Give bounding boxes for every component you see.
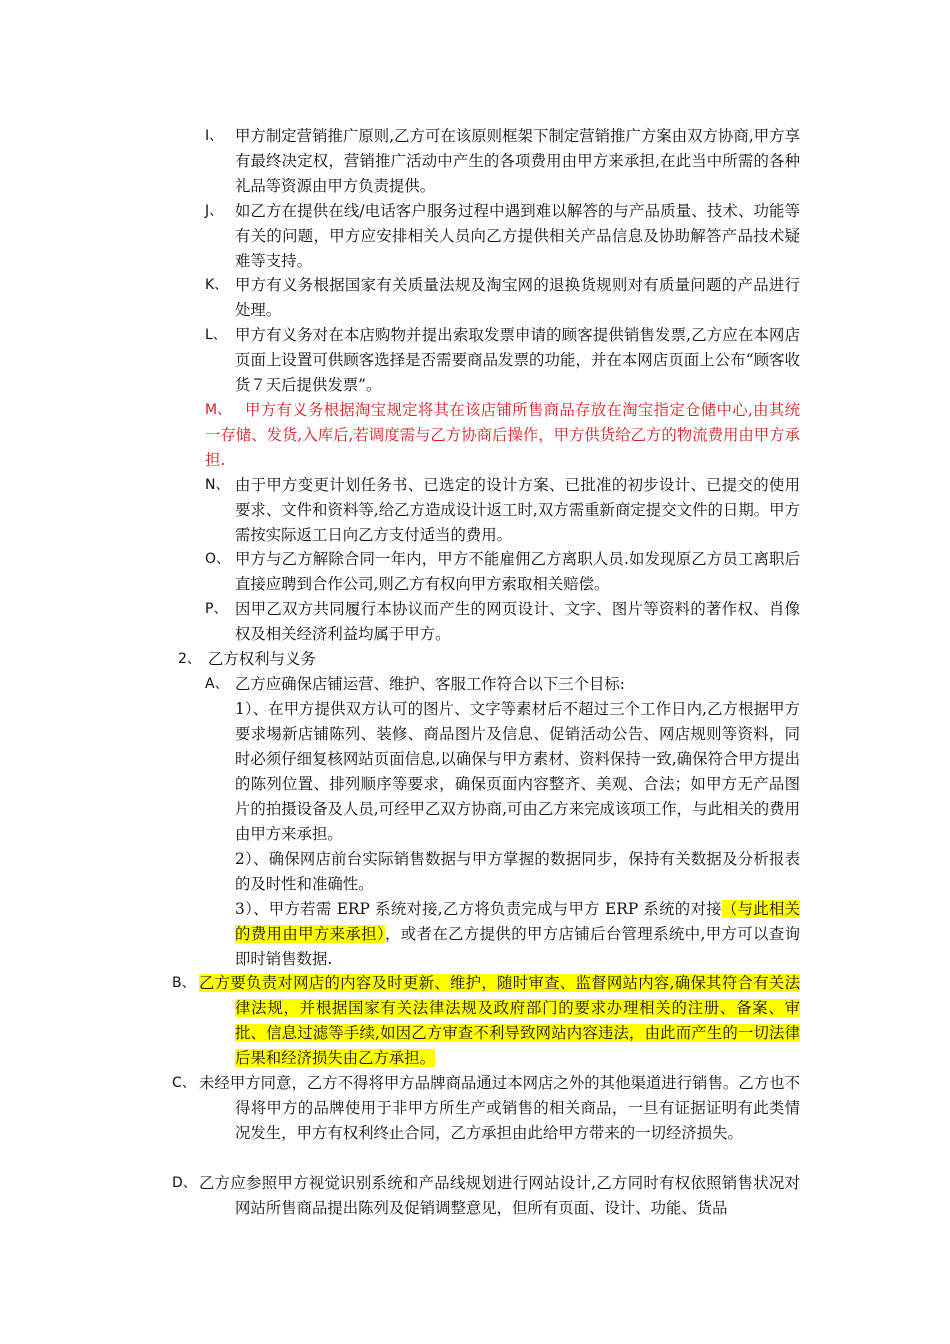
clause-text: 甲方有义务根据淘宝规定将其在该店铺所售商品存放在淘宝指定仓储中心,由其统一存储、发货,入库后,若调度需与乙方协商后操作，甲方供货给乙方的物流费用由甲方承担. [205, 401, 800, 469]
clause-text: 如乙方在提供在线/电话客户服务过程中遇到难以解答的与产品质量、技术、功能等有关的问题，甲方应安排相关人员向乙方提供相关产品信息及协助解答产品技术疑难等支持。 [235, 202, 800, 270]
clause-label: O、 [205, 551, 231, 567]
clause-n [205, 473, 800, 548]
clause-label: D、 [172, 1175, 197, 1191]
clause-a [205, 672, 800, 697]
clause-text: 甲方制定营销推广原则,乙方可在该原则框架下制定营销推广方案由双方协商,甲方享有最终决定权，营销推广活动中产生的各项费用由甲方来承担,在此当中所需的各种礼品等资源由甲方负责提供。 [235, 127, 800, 195]
clause-label: I、 [205, 128, 224, 144]
clause-label: K、 [205, 277, 229, 293]
clause-i [205, 124, 800, 199]
clause-k [205, 273, 800, 323]
clause-text: 由于甲方变更计划任务书、已选定的设计方案、已批准的初步设计、已提交的使用要求、文件和资料等,给乙方造成设计返工时,双方需重新商定提交文件的日期。甲方需按实际返工日向乙方支付适当的费用。 [235, 476, 800, 544]
clause-c [172, 1071, 800, 1146]
clause-text: 乙方应确保店铺运营、维护、客服工作符合以下三个目标: [235, 675, 625, 693]
clause-text: 甲方有义务根据国家有关质量法规及淘宝网的退换货规则对有质量问题的产品进行处理。 [235, 276, 800, 319]
subclause-text: 3）、甲方若需 ERP 系统对接,乙方将负责完成与甲方 ERP 系统的对接 [235, 900, 722, 918]
clause-label: N、 [205, 477, 230, 493]
clause-label: B、 [172, 975, 196, 991]
clause-label: P、 [205, 601, 228, 617]
section-heading [178, 647, 578, 672]
highlighted-text: （与此相关的费用由甲方来承担） [235, 900, 800, 943]
clause-label: L、 [205, 327, 227, 343]
subclause-text: 1）、在甲方提供双方认可的图片、文字等素材后不超过三个工作日内,乙方根据甲方要求埸新店铺陈列、装修、商品图片及信息、促销活动公告、网店规则等资料，同时必须仔细复核网站页面信息,以确保与甲方素材、资料保持一致,确保符合甲方提出的陈列位置、排列顺序等要求，确保页面内容整齐、美观、合法；如甲方无产品图片的拍摄设备及人员,可经甲乙双方协商,可由乙方来完成该项工作，与此相关的费用由甲方来承担。 [235, 700, 800, 843]
clause-m [205, 398, 800, 473]
clause-label: J、 [205, 203, 224, 219]
section-number: 2、 [178, 651, 201, 667]
clause-text: 甲方与乙方解除合同一年内，甲方不能雇佣乙方离职人员.如发现原乙方员工离职后直接应聘到合作公司,则乙方有权向甲方索取相关赔偿。 [235, 550, 800, 593]
clause-o [205, 547, 800, 597]
subclause-text: ，或者在乙方提供的甲方店铺后台管理系统中,甲方可以查询即时销售数据. [235, 925, 800, 968]
highlighted-text: 乙方要负责对网店的内容及时更新、维护，随时审查、监督网站内容,确保其符合有关法律法规，并根据国家有关法律法规及政府部门的要求办理相关的注册、备案、审批、信息过滤等手续,如因乙方审查不利导致网站内容违法，由此而产生的一切法律后果和经济损失由乙方承担。 [199, 974, 800, 1067]
clause-label: A、 [205, 676, 229, 692]
clause-label: M、 [205, 402, 232, 418]
clause-p [205, 597, 800, 647]
clause-text: 乙方应参照甲方视觉识别系统和产品线规划进行网站设计,乙方同时有权依照销售状况对网站所售商品提出陈列及促销调整意见，但所有页面、设计、功能、货品 [199, 1174, 800, 1217]
clause-text: 未经甲方同意，乙方不得将甲方品牌商品通过本网店之外的其他渠道进行销售。乙方也不得将甲方的品牌使用于非甲方所生产或销售的相关商品，一旦有证据证明有此类情况发生，甲方有权利终止合同，乙方承担由此给甲方带来的一切经济损失。 [199, 1074, 800, 1142]
clause-text: 因甲乙双方共同履行本协议而产生的网页设计、文字、图片等资料的著作权、肖像权及相关经济利益均属于甲方。 [235, 600, 800, 643]
clause-l [205, 323, 800, 398]
clause-label: C、 [172, 1075, 196, 1091]
subclause-3 [235, 897, 800, 972]
clause-d [172, 1171, 800, 1221]
clause-text: 甲方有义务对在本店购物并提出索取发票申请的顾客提供销售发票,乙方应在本网店页面上设置可供顾客选择是否需要商品发票的功能，并在本网店页面上公布“顾客收货７天后提供发票”。 [235, 326, 800, 394]
clause-b [172, 971, 800, 1071]
clause-j [205, 199, 800, 274]
section-title: 乙方权利与义务 [208, 650, 316, 668]
subclause-1 [235, 697, 800, 847]
subclause-2 [235, 847, 800, 897]
subclause-text: 2）、确保网店前台实际销售数据与甲方掌握的数据同步，保持有关数据及分析报表的及时性和准确性。 [235, 850, 800, 893]
